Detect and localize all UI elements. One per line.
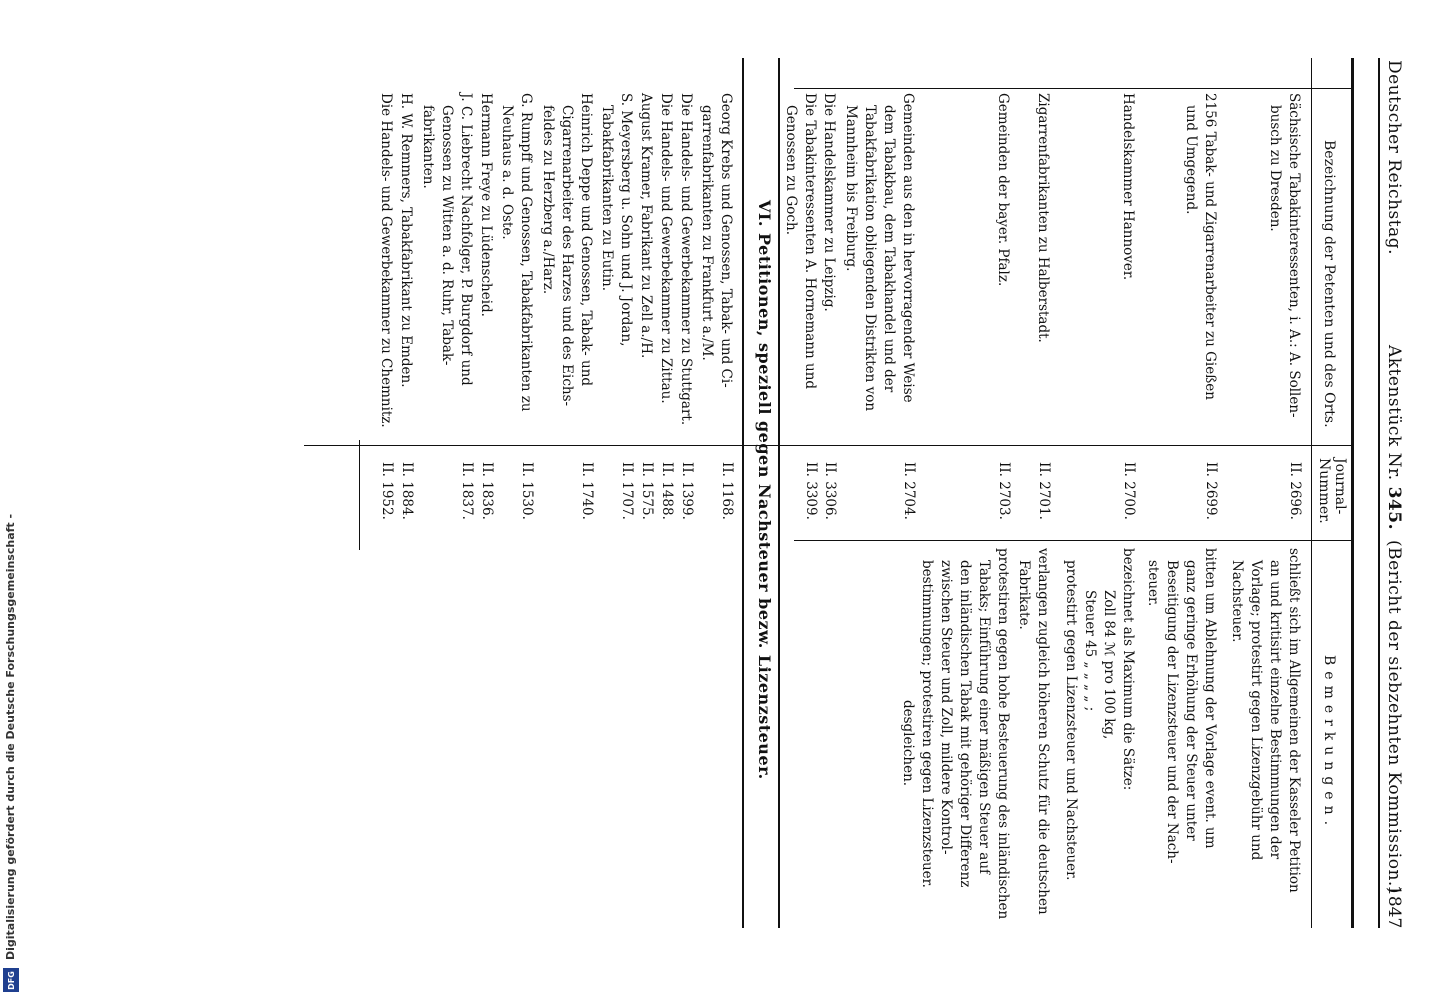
petent-line: H. W. Remmers, Tabakfabrikant zu Emden.	[398, 93, 414, 388]
petent-cell	[993, 93, 1012, 286]
journal-number: II. 1884.	[399, 462, 415, 520]
journal-number: II. 2704.	[901, 462, 917, 520]
petent-line: Die Handels- und Gewerbekammer zu Stuttgart.	[678, 93, 694, 426]
journal-number: II. 2699.	[1203, 462, 1219, 520]
remarks-line: an und kritisirt einzelne Bestimmungen der	[1267, 560, 1283, 860]
petent-cell	[597, 93, 635, 346]
journal-number: II. 1707.	[619, 462, 635, 520]
remarks-line: bestimmungen; protestiren gegen Lizenzsteuer.	[919, 560, 935, 888]
column-header-remarks: Bemerkungen.	[1321, 655, 1337, 832]
petent-line: Gemeinden aus den in hervorragender Weise	[900, 93, 916, 403]
petent-cell	[1118, 93, 1137, 280]
petent-line: Zigarrenfabrikanten zu Halberstadt.	[1035, 93, 1051, 343]
remarks-line: protestiren gegen hohe Besteuerung des inländischen	[995, 548, 1011, 920]
journal-remarks-divider	[794, 540, 1354, 541]
remarks-line: schließt sich im Allgemeinen der Kasseler Petition	[1286, 548, 1302, 893]
petent-line: Die Handels- und Gewerbekammer zu Zittau.	[658, 93, 674, 404]
journal-number: II. 1530.	[519, 462, 535, 520]
header-rule	[1378, 58, 1380, 928]
table-left-rule	[794, 88, 1354, 89]
journal-number: II. 3306.	[822, 462, 838, 520]
petent-line: 2156 Tabak- und Zigarrenarbeiter zu Gießen	[1202, 93, 1218, 400]
remarks-line: Beseitigung der Lizenzsteuer und der Nach-	[1164, 560, 1180, 864]
petent-line: fabrikanten.	[420, 105, 436, 189]
remarks-cell	[1061, 548, 1137, 880]
petent-line: Cigarrenarbeiter des Harzes und des Eichs-	[559, 105, 575, 407]
digitization-note: Digitalisierung gefördert durch die Deutsche Forschungsgemeinschaft -	[4, 513, 17, 960]
header-aktenstueck-number: 345.	[1384, 486, 1404, 530]
journal-number: II. 1837.	[459, 462, 475, 520]
petent-line: Die Handels- und Gewerbekammer zu Chemnitz.	[378, 93, 394, 428]
remarks-line: protestirt gegen Lizenzsteuer und Nachsteuer.	[1063, 560, 1079, 881]
journal-number: II. 2703.	[996, 462, 1012, 520]
remarks-line: den inländischen Tabak mit gehöriger Differenz	[957, 560, 973, 888]
column-header-journal-line2: Nummer.	[1316, 458, 1332, 524]
petent-line: und Umgegend.	[1183, 105, 1199, 215]
journal-number: II. 3309.	[803, 462, 819, 520]
header-title: Deutscher Reichstag.	[1384, 60, 1404, 255]
journal-number: II. 1836.	[479, 462, 495, 520]
column-header-journal	[1316, 458, 1348, 524]
petent-line: Sächsische Tabakinteressenten, i. A.: A. Sollen-	[1286, 93, 1302, 418]
header-aktenstueck-label: Aktenstück Nr.	[1384, 345, 1404, 481]
petent-line: Heinrich Deppe und Genossen, Tabak- und	[578, 93, 594, 387]
remarks-line: desgleichen.	[900, 700, 916, 787]
remarks-cell	[917, 548, 1012, 919]
page-number: 1847	[1384, 885, 1404, 929]
remarks-line: verlangen zugleich höheren Schutz für die deutschen	[1035, 548, 1051, 915]
column-header-journal-line1: Journal-	[1332, 458, 1348, 515]
petent-cell	[676, 93, 695, 425]
petent-cell	[476, 93, 495, 317]
petent-line: busch zu Dresden.	[1267, 105, 1283, 232]
remarks-line: Tabaks; Einführung einer mäßigen Steuer auf	[976, 560, 992, 875]
petent-line: Tabakfabrikation obliegenden Distrikten von	[862, 105, 878, 412]
journal-number: II. 2701.	[1036, 462, 1052, 520]
header-aktenstueck	[1384, 345, 1404, 530]
journal-number: II. 1399.	[679, 462, 695, 520]
petent-line: Genossen zu Goch.	[783, 105, 799, 235]
journal-number: II. 1575.	[639, 462, 655, 520]
section-rule	[778, 58, 780, 928]
journal-number: II. 1488.	[659, 462, 675, 520]
remarks-line: Vorlage; protestirt gegen Lizenzgebühr und	[1248, 560, 1264, 861]
petent-cell	[656, 93, 675, 404]
petent-line: August Kramer, Fabrikant zu Zell a./H.	[638, 93, 654, 359]
petent-line: Tabakfabrikanten zu Eutin.	[599, 105, 615, 292]
petent-cell	[819, 93, 838, 312]
petent-cell	[497, 93, 535, 412]
remarks-line: Fabrikate.	[1016, 560, 1032, 630]
remarks-line: steuer.	[1145, 560, 1161, 607]
journal-number: II. 1740.	[579, 462, 595, 520]
petent-cell	[376, 93, 395, 428]
petent-cell	[841, 93, 917, 411]
column-header-petent: Bezeichnung der Petenten und des Orts.	[1321, 140, 1337, 428]
journal-number: II. 2696.	[1287, 462, 1303, 520]
petent-cell	[396, 93, 415, 388]
remarks-cell	[898, 700, 917, 786]
petent-line: Mannheim bis Freiburg.	[843, 105, 859, 272]
remarks-line: ganz geringe Erhöhung der Steuer unter	[1183, 560, 1199, 841]
petent-line: Die Handelskammer zu Leipzig.	[821, 93, 837, 312]
remarks-line: bezeichnet als Maximum die Sätze:	[1120, 548, 1136, 791]
end-rule	[359, 440, 360, 550]
remarks-line: zwischen Steuer und Zoll, mildere Kontrol-	[938, 560, 954, 855]
remarks-line: Steuer 45 „ „ „ „ ;	[1082, 590, 1098, 712]
petent-line: Hermann Freye zu Lüdenscheid.	[478, 93, 494, 317]
petent-line: Genossen zu Witten a. d. Ruhr, Tabak-	[439, 105, 455, 366]
petent-line: dem Tabakbau, dem Tabakhandel und der	[881, 105, 897, 393]
remarks-cell	[1227, 548, 1303, 893]
petent-cell	[538, 93, 595, 406]
petent-cell	[636, 93, 655, 358]
petent-line: Die Tabakinteressenten A. Hornemann und	[802, 93, 818, 390]
petent-line: garrenfabrikanten zu Frankfurt a./M.	[699, 105, 715, 361]
remarks-cell	[1143, 548, 1219, 864]
table-header-rule	[1311, 58, 1312, 928]
section-heading: VI. Petitionen, speziell gegen Nachsteuer bezw. Lizenzsteuer.	[755, 200, 774, 780]
petent-line: Neuhaus a. d. Oste.	[499, 105, 515, 240]
remarks-line: Zoll 84 ℳ pro 100 kg,	[1101, 590, 1117, 740]
journal-number: II. 1168.	[719, 462, 735, 520]
petent-cell	[418, 93, 475, 386]
section-rule-bottom	[742, 58, 744, 928]
petent-line: S. Meyersberg u. Sohn und J. Jordan,	[618, 93, 634, 347]
journal-number: II. 2700.	[1121, 462, 1137, 520]
table-top-rule	[1351, 58, 1354, 928]
dfg-logo-icon	[3, 968, 19, 992]
petent-line: Georg Krebs und Genossen, Tabak- und Ci-	[718, 93, 734, 388]
journal-number: II. 1952.	[379, 462, 395, 520]
petent-cell	[1181, 93, 1219, 400]
petent-cell	[781, 93, 819, 389]
petent-cell	[1033, 93, 1052, 343]
dfg-logo-text: DFG	[6, 970, 16, 990]
petent-journal-divider	[304, 445, 1354, 446]
petent-line: Gemeinden der bayer. Pfalz.	[995, 93, 1011, 287]
remarks-cell	[1014, 548, 1052, 915]
petent-cell	[697, 93, 735, 388]
remarks-line: Nachsteuer.	[1229, 560, 1245, 643]
remarks-line: bitten um Ablehnung der Vorlage event. um	[1202, 548, 1218, 849]
petent-line: feldes zu Herzberg a./Harz.	[540, 105, 556, 295]
petent-cell	[1265, 93, 1303, 418]
petent-line: G. Rumpff und Genossen, Tabakfabrikanten zu	[518, 93, 534, 412]
petent-line: J. C. Liebrecht Nachfolger, P. Burgdorf und	[458, 93, 474, 386]
header-bericht: (Bericht der siebzehnten Kommission.)	[1384, 540, 1404, 894]
petent-line: Handelskammer Hannover.	[1120, 93, 1136, 281]
